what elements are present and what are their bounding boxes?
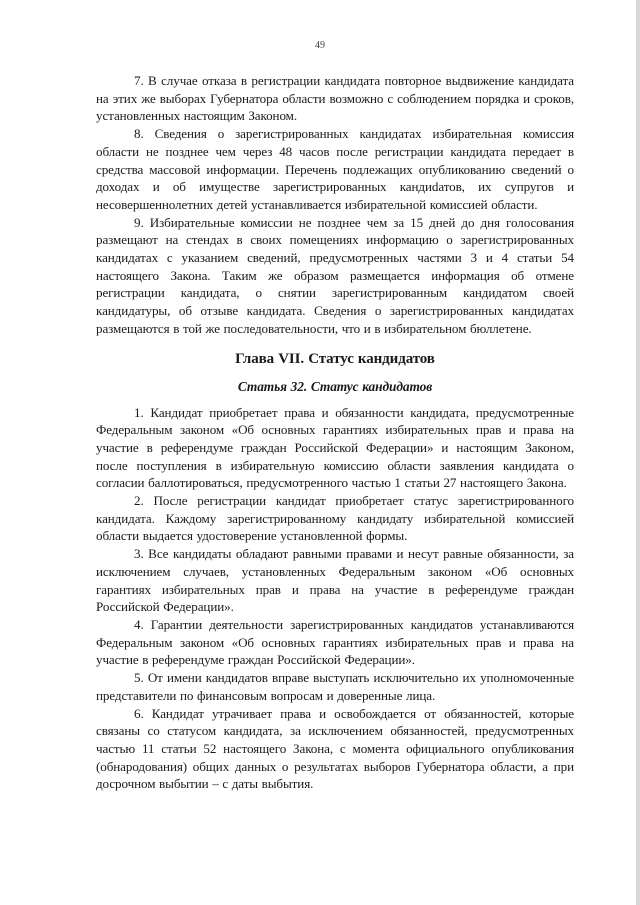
- article-paragraph-3: 3. Все кандидаты обладают равными правами и несут равные обязанности, за исключением случаев, установленных Федеральным законом «Об основных гарантиях избирательных прав и права на участие в референдуме граждан Российской Федерации».: [96, 546, 574, 615]
- chapter-title: Глава VII. Статус кандидатов: [235, 350, 435, 367]
- document-body: [96, 72, 574, 793]
- paragraph-8: 8. Сведения о зарегистрированных кандидатах избирательная комиссия области не позднее чем через 48 часов после регистрации кандидата передает в средства массовой информации. Перечень подлежащих опубликованию сведений о доходах и об имуществе зарегистрированных кандиdатов, их супругов и несовершеннолетних детей устанавливается избирательной комиссией области.: [96, 126, 574, 212]
- article-paragraph-6: 6. Кандидат утрачивает права и освобождается от обязанностей, которые связаны со статусом кандидата, за исключением обязанностей, предусмотренных частью 11 статьи 52 настоящего Закона, с момента официального опубликования (обнародования) общих данных о результатах выборов Губернатора области, а при досрочном выбытии – с даты выбытия.: [96, 705, 574, 792]
- article-paragraph-2: 2. После регистрации кандидат приобретает статус зарегистрированного кандидата. Каждому зарегистрированному кандидату избирательной комиссией области выдается удостоверение установленной формы.: [96, 493, 574, 544]
- article-paragraph-5: 5. От имени кандидатов вправе выступать исключительно их уполномоченные представители по финансовым вопросам и доверенные лица.: [96, 670, 574, 703]
- page-edge-shadow: [636, 0, 640, 905]
- paragraph-7: 7. В случае отказа в регистрации кандидата повторное выдвижение кандидата на этих же выборах Губернатора области возможно с соблюдением порядка и сроков, установленных настоящим Законом.: [96, 73, 574, 124]
- article-paragraph-1: 1. Кандидат приобретает права и обязанности кандидата, предусмотренные Федеральным законом «Об основных гарантиях избирательных прав и права на участие в референдуме граждан Российской Федерации» и настоящим Законом, после поступления в избирательную комиссию области заявления кандидата о согласии баллотироваться, предусмотренного частью 1 статьи 27 настоящего Закона.: [96, 404, 574, 491]
- article-title: Статья 32. Статус кандидатов: [237, 378, 433, 394]
- page-number: 49: [315, 40, 325, 51]
- article-paragraph-4: 4. Гарантии деятельности зарегистрированных кандидатов устанавливаются Федеральным законом «Об основных гарантиях избирательных прав и права на участие в референдуме граждан Российской Федерации».: [96, 616, 574, 668]
- paragraph-9: 9. Избирательные комиссии не позднее чем за 15 дней до дня голосования размещают на стендах в своих помещениях информацию о зарегистрированных кандидатах с указанием сведений, предусмотренных частями 3 и 4 статьи 54 настоящего Закона. Таким же образом размещается информация об отмене регистрации кандидата, о снятии зарегистрированным кандидатом своей кандидатуры, об отзыве кандидата. Сведения о зарегистрированных кандидатах размещаются в той же последовательности, что и в избирательном бюллетене.: [96, 214, 574, 336]
